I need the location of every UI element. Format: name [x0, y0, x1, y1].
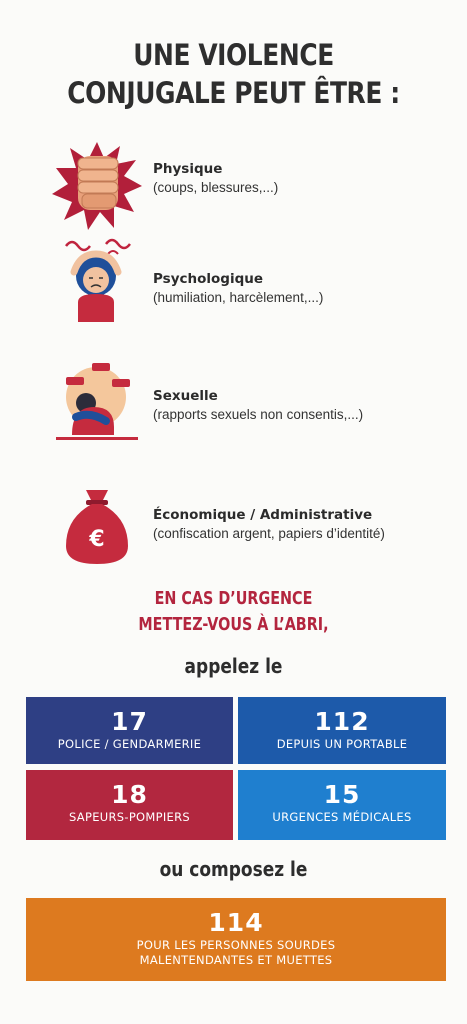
- emergency-line-2: METTEZ-VOUS À L’ABRI,: [138, 615, 329, 635]
- emergency-number-112[interactable]: [238, 697, 446, 764]
- number: 114: [208, 908, 264, 937]
- crouching-person-icon: [52, 355, 142, 445]
- type-name: Économique / Administrative: [153, 507, 373, 523]
- number: 17: [111, 707, 148, 736]
- emergency-heading: [42, 586, 425, 638]
- type-description: (confiscation argent, papiers d’identité): [153, 526, 385, 541]
- compose-label: ou composez le: [159, 857, 308, 881]
- type-description: (humiliation, harcèlement,...): [153, 290, 324, 305]
- emergency-number-15[interactable]: [238, 770, 446, 840]
- type-name: Psychologique: [153, 271, 264, 287]
- type-description: (coups, blessures,...): [153, 180, 279, 195]
- fist-icon: [52, 140, 142, 230]
- page-title: [33, 36, 435, 112]
- number: 112: [314, 707, 370, 736]
- number: 18: [111, 780, 148, 809]
- money-bag-euro-icon: [52, 480, 142, 570]
- call-label: appelez le: [184, 654, 283, 678]
- number-label: SAPEURS-POMPIERS: [68, 810, 191, 824]
- number-label: POLICE / GENDARMERIE: [57, 737, 202, 751]
- number-label: URGENCES MÉDICALES: [272, 810, 412, 824]
- type-name: Physique: [153, 161, 223, 177]
- emergency-line-1: EN CAS D’URGENCE: [154, 589, 313, 609]
- number-label-line-1: POUR LES PERSONNES SOURDES: [136, 938, 336, 952]
- distressed-person-icon: [52, 232, 142, 322]
- number-label: DEPUIS UN PORTABLE: [276, 737, 408, 751]
- type-name: Sexuelle: [153, 388, 218, 404]
- violence-type-physique: [0, 140, 467, 240]
- title-line-2: CONJUGALE PEUT ÊTRE :: [67, 76, 400, 110]
- type-description: (rapports sexuels non consentis,...): [153, 407, 364, 422]
- number-label-line-2: MALENTENDANTES ET MUETTES: [139, 953, 333, 967]
- emergency-number-17[interactable]: [26, 697, 233, 764]
- number: 15: [323, 780, 361, 809]
- svg-text:€: €: [89, 527, 105, 552]
- violence-type-economique: [0, 480, 467, 580]
- emergency-number-114[interactable]: [26, 898, 446, 981]
- violence-type-sexuelle: [0, 355, 467, 455]
- emergency-number-18[interactable]: [26, 770, 233, 840]
- title-line-1: UNE VIOLENCE: [133, 38, 334, 72]
- violence-type-psychologique: [0, 232, 467, 332]
